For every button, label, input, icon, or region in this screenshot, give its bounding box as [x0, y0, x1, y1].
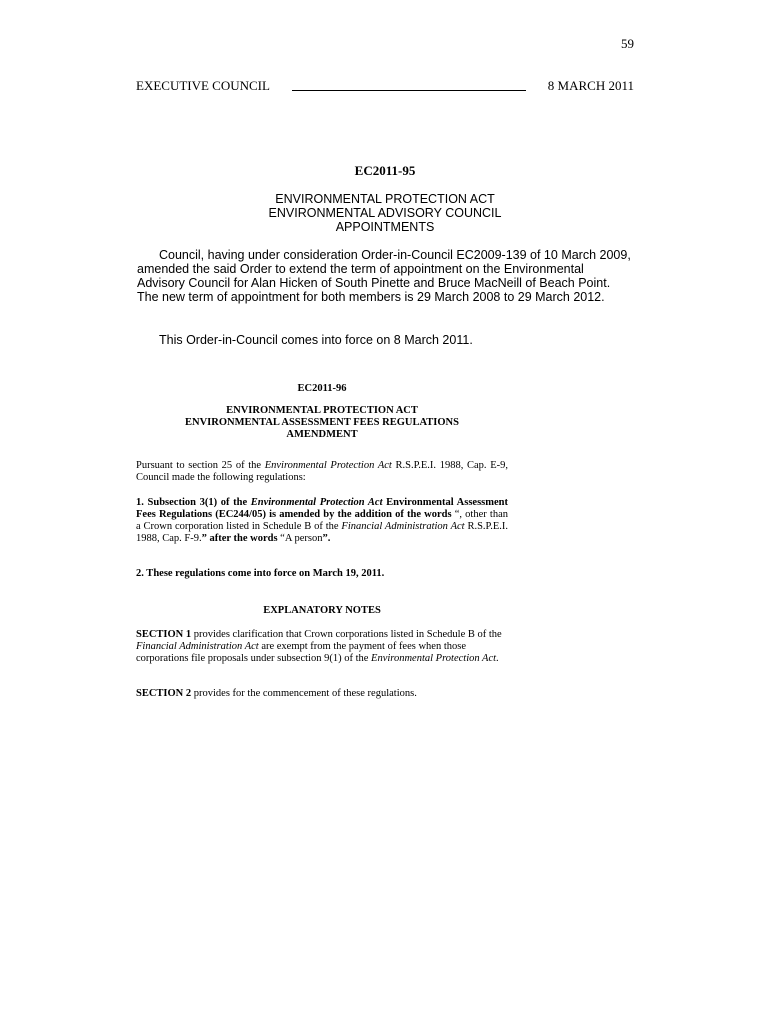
- ec2011-95-force-statement: This Order-in-Council comes into force on 8 March 2011.: [159, 333, 473, 347]
- text-run-bold: Environmental Assessment Fees Regulations (EC244/05) is amended by the addition of the words: [136, 497, 508, 520]
- header-title: EXECUTIVE COUNCIL: [136, 78, 270, 93]
- text-run: “, other than a Crown corporation listed in Schedule B of the: [136, 509, 508, 532]
- explanatory-notes-title: EXPLANATORY NOTES: [263, 605, 381, 616]
- text-run: Pursuant to section 25 of the: [136, 460, 265, 471]
- pursuant-paragraph: [136, 460, 508, 484]
- text-run: provides clarification that Crown corporations listed in Schedule B of the: [191, 629, 502, 640]
- page-number: 59: [621, 36, 634, 51]
- text-run-bold: ”.: [322, 533, 331, 544]
- regulation-2-paragraph: 2. These regulations come into force on March 19, 2011.: [136, 568, 385, 579]
- act-name: Environmental Protection Act: [250, 497, 383, 508]
- text-run: R.S.P.E.I. 1988, Cap. E-9, Council made the following regulations:: [136, 460, 508, 483]
- ec2011-95-body: Council, having under consideration Order-in-Council EC2009-139 of 10 March 2009, amended the said Order to extend the term of appointment on the Environmental Advisory Council for Alan Hicken of South Pinette and Bruce MacNeill of Beach Point. The new term of appointment for both members is 29 March 2008 to 29 March 2012.: [137, 248, 631, 304]
- text-run-bold: ” after the words: [201, 533, 281, 544]
- ec2011-95-heading: [0, 192, 770, 234]
- section-2-note: [136, 688, 417, 699]
- act-name: Environmental Protection Act: [264, 460, 392, 471]
- text-run: “A person: [280, 533, 323, 544]
- ec2011-95-heading-line: ENVIRONMENTAL PROTECTION ACT: [275, 192, 495, 206]
- act-name: Environmental Protection Act: [371, 653, 497, 664]
- ec2011-96-heading-line: AMENDMENT: [286, 429, 358, 440]
- ec2011-96-title: EC2011-96: [297, 383, 347, 394]
- ec2011-96-heading-line: ENVIRONMENTAL ASSESSMENT FEES REGULATIONS: [185, 417, 459, 428]
- section-label: SECTION 2: [136, 688, 192, 699]
- section-1-note: [136, 629, 508, 665]
- header-date: 8 MARCH 2011: [547, 78, 634, 93]
- ec2011-95-heading-line: APPOINTMENTS: [335, 220, 435, 234]
- text-run: R.S.P.E.I. 1988, Cap. F-9.: [136, 521, 508, 544]
- header-rule: [292, 90, 526, 91]
- text-run: are exempt from the payment of fees when those corporations file proposals under subsection 9(1) of the: [136, 641, 467, 664]
- text-run: provides for the commencement of these regulations.: [191, 688, 417, 699]
- act-name: Financial Administration Act: [136, 641, 259, 652]
- text-run-bold: 1. Subsection 3(1) of the: [136, 497, 251, 508]
- ec2011-96-heading: [0, 405, 644, 441]
- subsection-1-paragraph: [136, 497, 508, 545]
- ec2011-95-title: EC2011-95: [354, 163, 416, 178]
- ec2011-96-heading-line: ENVIRONMENTAL PROTECTION ACT: [226, 405, 418, 416]
- text-run: .: [496, 653, 499, 664]
- ec2011-95-heading-line: ENVIRONMENTAL ADVISORY COUNCIL: [268, 206, 502, 220]
- act-name: Financial Administration Act: [341, 521, 465, 532]
- section-label: SECTION 1: [136, 629, 192, 640]
